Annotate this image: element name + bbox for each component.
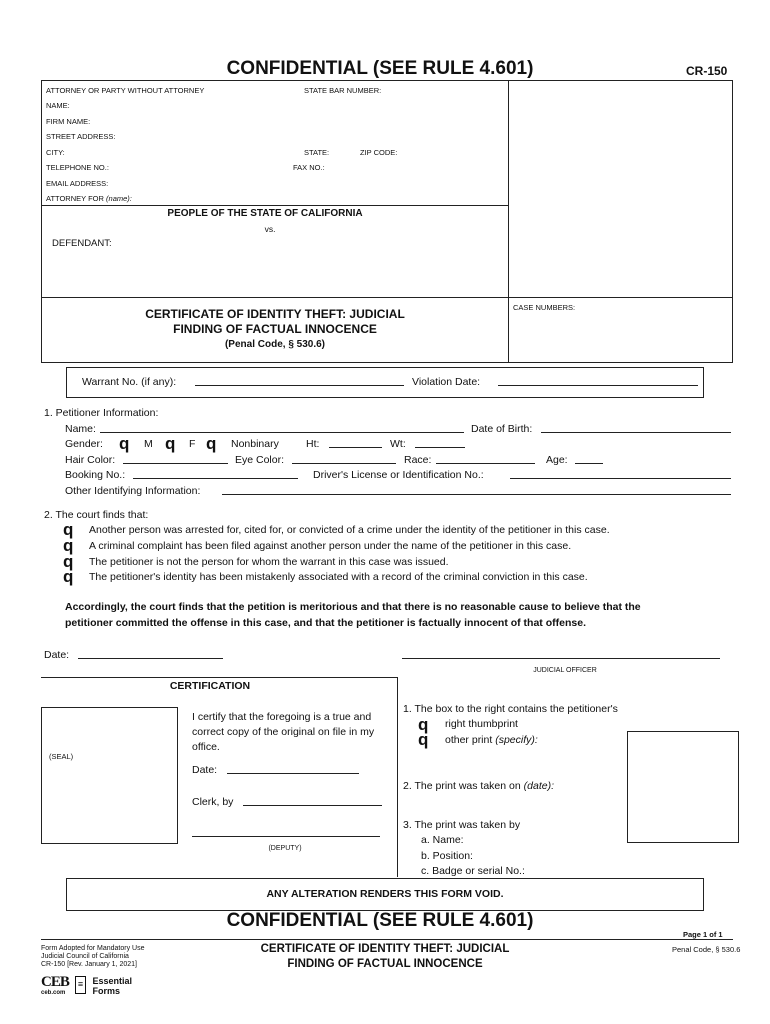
gender-m-label: M <box>144 438 153 450</box>
print-item2[interactable] <box>403 780 554 792</box>
print-item2-hint: (date): <box>523 780 554 792</box>
clerk-date-field[interactable] <box>227 773 359 774</box>
license-field[interactable] <box>510 478 731 479</box>
findings-heading: 2. The court finds that: <box>44 509 149 521</box>
gender-m-checkbox[interactable]: q <box>119 434 130 453</box>
print-item3: 3. The print was taken by <box>403 819 521 831</box>
forms-text: Forms <box>92 986 120 996</box>
weight-label: Wt: <box>390 438 406 450</box>
warrant-field[interactable] <box>195 385 404 386</box>
certify-text-3: office. <box>192 741 220 753</box>
zip-label[interactable]: ZIP CODE: <box>360 148 398 157</box>
ceb-logo <box>41 975 71 996</box>
petitioner-heading: 1. Petitioner Information: <box>44 407 159 419</box>
certify-text-1: I certify that the foregoing is a true and <box>192 711 372 723</box>
print-taker-position[interactable]: b. Position: <box>421 850 473 862</box>
print-taker-badge[interactable]: c. Badge or serial No.: <box>421 865 525 877</box>
form-title-line2: FINDING OF FACTUAL INNOCENCE <box>173 322 377 336</box>
state-bar-label: STATE BAR NUMBER: <box>304 86 382 95</box>
essential-forms-logo <box>75 976 132 996</box>
hair-color-field[interactable] <box>123 463 228 464</box>
height-field[interactable] <box>329 447 382 448</box>
divider-attorney <box>41 205 508 206</box>
ceb-url: ceb.com <box>41 990 66 996</box>
adopted-line3: CR-150 [Rev. January 1, 2021] <box>41 961 137 968</box>
order-date-field[interactable] <box>78 658 223 659</box>
other-info-field[interactable] <box>222 494 731 495</box>
divider-vertical <box>508 80 509 363</box>
judicial-officer-label: JUDICIAL OFFICER <box>533 667 597 674</box>
finding-checkbox-3[interactable]: q <box>63 552 74 571</box>
print-item1: 1. The box to the right contains the petitioner's <box>403 703 618 715</box>
finding-text-4: The petitioner's identity has been mistakenly associated with a record of the criminal conviction in this case. <box>89 571 588 583</box>
gender-f-label: F <box>189 438 196 450</box>
adopted-line1: Form Adopted for Mandatory Use <box>41 945 145 952</box>
booking-label: Booking No.: <box>65 469 126 481</box>
finding-text-1: Another person was arrested for, cited for, or convicted of a crime under the identity of the petitioner in this case. <box>89 524 610 536</box>
street-address-label[interactable]: STREET ADDRESS: <box>46 132 116 141</box>
print-taker-name[interactable]: a. Name: <box>421 834 464 846</box>
conclusion-line1: Accordingly, the court finds that the petition is meritorious and that there is no reasonable cause to believe that the <box>65 601 641 613</box>
other-print-label <box>445 734 538 746</box>
form-number: CR-150 <box>686 64 728 78</box>
other-print-checkbox[interactable]: q <box>418 730 429 749</box>
finding-text-3: The petitioner is not the person for whom the warrant in this case was issued. <box>89 556 449 568</box>
thumbprint-checkbox[interactable]: q <box>418 715 429 734</box>
gender-nonbinary-checkbox[interactable]: q <box>206 434 217 453</box>
footer-title-line2: FINDING OF FACTUAL INNOCENCE <box>287 958 483 970</box>
vs-label: vs. <box>264 224 276 234</box>
thumbprint-label: right thumbprint <box>445 718 518 730</box>
clerk-by-label: Clerk, by <box>192 796 234 808</box>
certification-top-rule <box>41 677 397 678</box>
name-field[interactable] <box>100 432 464 433</box>
seal-label: (SEAL) <box>49 752 74 761</box>
height-label: Ht: <box>306 438 320 450</box>
attorney-label: ATTORNEY OR PARTY WITHOUT ATTORNEY <box>46 86 205 95</box>
void-notice: ANY ALTERATION RENDERS THIS FORM VOID. <box>266 888 504 900</box>
race-label: Race: <box>404 454 432 466</box>
city-label[interactable]: CITY: <box>46 148 65 157</box>
state-label[interactable]: STATE: <box>304 148 330 157</box>
finding-text-2: A criminal complaint has been filed against another person under the name of the petitioner in this case. <box>89 540 572 552</box>
license-label: Driver's License or Identification No.: <box>313 469 484 481</box>
attorney-for-hint: (name): <box>106 194 132 203</box>
adopted-line2: Judicial Council of California <box>41 953 129 960</box>
finding-checkbox-1[interactable]: q <box>63 520 74 539</box>
email-label[interactable]: EMAIL ADDRESS: <box>46 179 109 188</box>
seal-box <box>41 707 178 844</box>
attorney-for-label[interactable] <box>46 194 132 203</box>
gender-label: Gender: <box>65 438 103 450</box>
other-print-text: other print <box>445 734 493 746</box>
divider-title <box>41 297 733 298</box>
print-item2-text: 2. The print was taken on <box>403 780 521 792</box>
order-date-label: Date: <box>44 649 70 661</box>
weight-field[interactable] <box>415 447 465 448</box>
people-label: PEOPLE OF THE STATE OF CALIFORNIA <box>167 208 363 219</box>
age-field[interactable] <box>575 463 603 464</box>
conclusion-line2: petitioner committed the offense in this case, and that the petitioner is factually innocent of that offense. <box>65 617 586 629</box>
dob-label: Date of Birth: <box>471 423 533 435</box>
finding-checkbox-4[interactable]: q <box>63 567 74 586</box>
gender-f-checkbox[interactable]: q <box>165 434 176 453</box>
footer-title-line1: CERTIFICATE OF IDENTITY THEFT: JUDICIAL <box>260 943 510 955</box>
booking-field[interactable] <box>133 478 298 479</box>
finding-checkbox-2[interactable]: q <box>63 536 74 555</box>
certification-divider <box>397 677 398 877</box>
telephone-label[interactable]: TELEPHONE NO.: <box>46 163 109 172</box>
warrant-label: Warrant No. (if any): <box>82 376 177 388</box>
deputy-signature-field[interactable] <box>192 836 380 837</box>
print-box <box>627 731 739 843</box>
deputy-label: (DEPUTY) <box>268 845 302 852</box>
eye-color-label: Eye Color: <box>235 454 285 466</box>
age-label: Age: <box>546 454 568 466</box>
certification-heading: CERTIFICATION <box>169 680 251 692</box>
form-title-line3: (Penal Code, § 530.6) <box>224 339 326 350</box>
judicial-officer-signature[interactable] <box>402 658 720 659</box>
dob-field[interactable] <box>541 432 731 433</box>
eye-color-field[interactable] <box>292 463 396 464</box>
clerk-date-label: Date: <box>192 764 218 776</box>
form-title-line1: CERTIFICATE OF IDENTITY THEFT: JUDICIAL <box>145 307 405 321</box>
ceb-logo-text: CEB <box>41 974 69 990</box>
firm-name-label[interactable]: FIRM NAME: <box>46 117 91 126</box>
violation-date-label: Violation Date: <box>412 376 481 388</box>
header-confidential: CONFIDENTIAL (SEE RULE 4.601) <box>226 58 534 79</box>
certify-text-2: correct copy of the original on file in my <box>192 726 375 738</box>
name-label: Name: <box>65 423 96 435</box>
essential-text: Essential <box>92 976 132 986</box>
attorney-for-text: ATTORNEY FOR <box>46 194 104 203</box>
violation-date-field[interactable] <box>498 385 698 386</box>
footer-penal-code: Penal Code, § 530.6 <box>672 945 741 954</box>
clerk-signature-field[interactable] <box>243 805 382 806</box>
attorney-name-label[interactable]: NAME: <box>46 101 70 110</box>
page-number: Page 1 of 1 <box>683 930 723 939</box>
case-numbers-label[interactable]: CASE NUMBERS: <box>513 303 576 312</box>
other-print-hint: (specify): <box>495 734 538 746</box>
race-field[interactable] <box>436 463 535 464</box>
footer-rule <box>41 939 733 940</box>
defendant-label[interactable]: DEFENDANT: <box>52 238 112 249</box>
other-info-label: Other Identifying Information: <box>65 485 201 497</box>
gender-nonbinary-label: Nonbinary <box>231 438 279 450</box>
fax-label[interactable]: FAX NO.: <box>293 163 325 172</box>
essential-forms-icon: ≡ <box>75 976 86 994</box>
hair-color-label: Hair Color: <box>65 454 116 466</box>
footer-confidential: CONFIDENTIAL (SEE RULE 4.601) <box>226 910 534 931</box>
